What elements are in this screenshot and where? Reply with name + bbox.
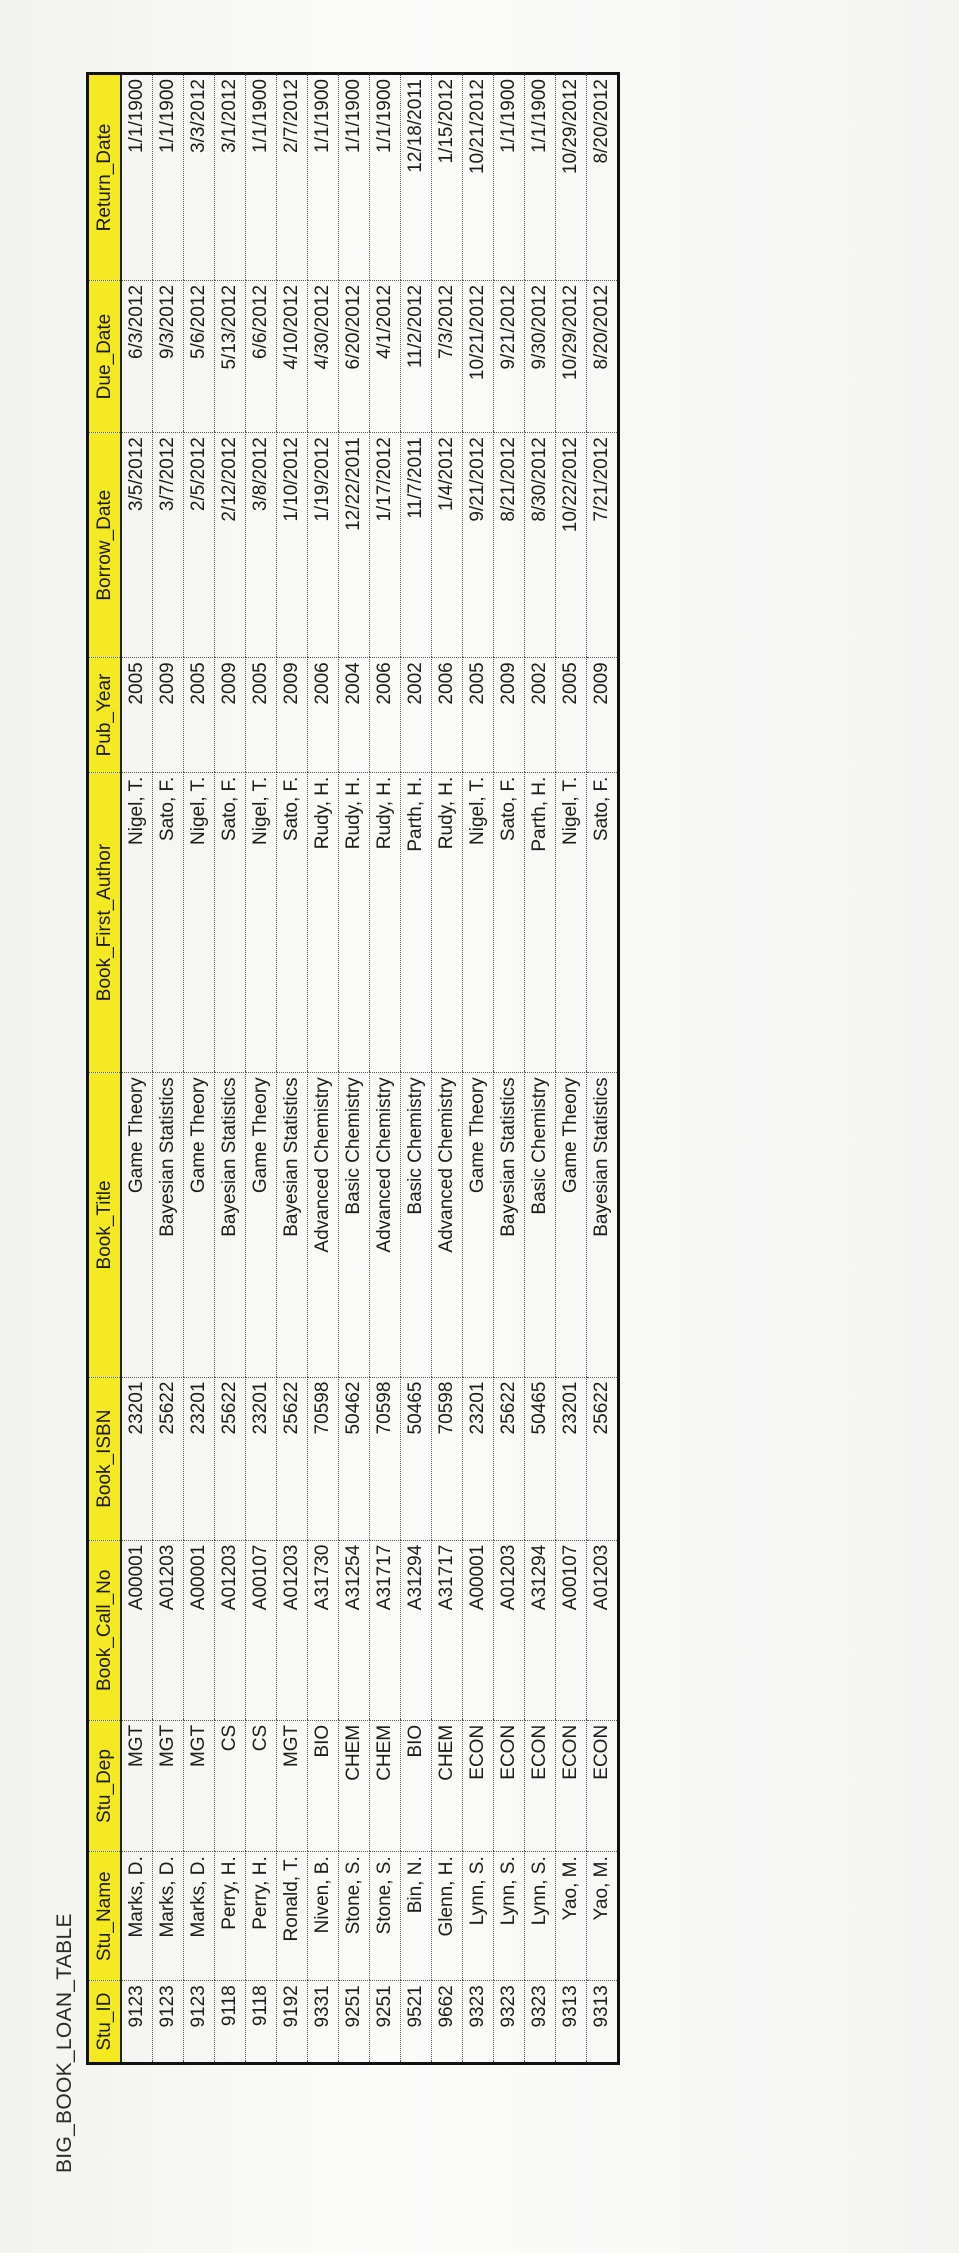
cell-book-first-author: Sato, F.	[215, 772, 246, 1073]
table-body	[121, 74, 619, 2064]
cell-due-date: 6/20/2012	[339, 280, 370, 432]
column-header-stu-dep: Stu_Dep	[88, 1720, 122, 1851]
cell-borrow-date: 11/7/2011	[401, 433, 432, 658]
cell-due-date: 4/1/2012	[370, 280, 401, 432]
cell-pub-year: 2009	[587, 658, 619, 772]
cell-stu-id: 9323	[494, 1981, 525, 2064]
cell-book-title: Basic Chemistry	[401, 1073, 432, 1377]
cell-book-isbn: 70598	[370, 1377, 401, 1540]
cell-stu-name: Marks, D.	[121, 1852, 153, 1981]
cell-return-date: 1/1/1900	[339, 74, 370, 281]
cell-book-call-no: A01203	[587, 1540, 619, 1720]
column-header-book-call-no: Book_Call_No	[88, 1540, 122, 1720]
cell-stu-id: 9662	[432, 1981, 463, 2064]
cell-book-first-author: Nigel, T.	[121, 772, 153, 1073]
cell-due-date: 9/3/2012	[153, 280, 184, 432]
cell-book-call-no: A31254	[339, 1540, 370, 1720]
cell-stu-dep: ECON	[494, 1720, 525, 1851]
cell-stu-dep: CHEM	[370, 1720, 401, 1851]
cell-stu-id: 9313	[587, 1981, 619, 2064]
column-header-return-date: Return_Date	[88, 74, 122, 281]
cell-book-call-no: A31717	[432, 1540, 463, 1720]
cell-due-date: 5/13/2012	[215, 280, 246, 432]
cell-stu-name: Lynn, S.	[463, 1852, 494, 1981]
cell-book-isbn: 23201	[184, 1377, 215, 1540]
cell-pub-year: 2009	[277, 658, 308, 772]
table-row	[556, 74, 587, 2064]
cell-stu-dep: MGT	[184, 1720, 215, 1851]
cell-book-call-no: A31717	[370, 1540, 401, 1720]
column-header-borrow-date: Borrow_Date	[88, 433, 122, 658]
cell-book-isbn: 70598	[432, 1377, 463, 1540]
cell-borrow-date: 1/19/2012	[308, 433, 339, 658]
table-title: BIG_BOOK_LOAN_TABLE	[53, 1913, 76, 2173]
cell-book-isbn: 23201	[556, 1377, 587, 1540]
cell-due-date: 7/3/2012	[432, 280, 463, 432]
cell-return-date: 1/1/1900	[308, 74, 339, 281]
cell-book-isbn: 50465	[401, 1377, 432, 1540]
header-row	[88, 74, 122, 2064]
cell-return-date: 1/1/1900	[494, 74, 525, 281]
cell-book-isbn: 25622	[277, 1377, 308, 1540]
cell-book-first-author: Sato, F.	[587, 772, 619, 1073]
column-header-pub-year: Pub_Year	[88, 658, 122, 772]
cell-borrow-date: 9/21/2012	[463, 433, 494, 658]
column-header-book-title: Book_Title	[88, 1073, 122, 1377]
cell-book-first-author: Rudy, H.	[308, 772, 339, 1073]
cell-due-date: 11/2/2012	[401, 280, 432, 432]
cell-pub-year: 2006	[308, 658, 339, 772]
cell-stu-id: 9251	[370, 1981, 401, 2064]
cell-return-date: 8/20/2012	[587, 74, 619, 281]
cell-due-date: 8/20/2012	[587, 280, 619, 432]
cell-stu-dep: CS	[215, 1720, 246, 1851]
cell-pub-year: 2005	[556, 658, 587, 772]
cell-book-title: Bayesian Statistics	[215, 1073, 246, 1377]
cell-return-date: 1/1/1900	[121, 74, 153, 281]
cell-borrow-date: 8/30/2012	[525, 433, 556, 658]
cell-stu-id: 9192	[277, 1981, 308, 2064]
cell-book-isbn: 23201	[246, 1377, 277, 1540]
cell-stu-name: Glenn, H.	[432, 1852, 463, 1981]
table-row	[246, 74, 277, 2064]
cell-book-call-no: A31294	[401, 1540, 432, 1720]
cell-borrow-date: 8/21/2012	[494, 433, 525, 658]
cell-book-isbn: 50462	[339, 1377, 370, 1540]
cell-book-first-author: Nigel, T.	[246, 772, 277, 1073]
cell-due-date: 5/6/2012	[184, 280, 215, 432]
cell-stu-name: Stone, S.	[339, 1852, 370, 1981]
cell-borrow-date: 1/17/2012	[370, 433, 401, 658]
cell-book-title: Bayesian Statistics	[494, 1073, 525, 1377]
table-row	[153, 74, 184, 2064]
cell-due-date: 4/10/2012	[277, 280, 308, 432]
cell-due-date: 9/21/2012	[494, 280, 525, 432]
cell-stu-id: 9521	[401, 1981, 432, 2064]
cell-book-title: Game Theory	[121, 1073, 153, 1377]
column-header-book-isbn: Book_ISBN	[88, 1377, 122, 1540]
cell-stu-id: 9331	[308, 1981, 339, 2064]
book-loan-table	[86, 72, 620, 2065]
cell-stu-dep: ECON	[525, 1720, 556, 1851]
table-row	[277, 74, 308, 2064]
table-row	[184, 74, 215, 2064]
cell-return-date: 10/29/2012	[556, 74, 587, 281]
cell-book-call-no: A00107	[246, 1540, 277, 1720]
cell-book-call-no: A31730	[308, 1540, 339, 1720]
table-row	[525, 74, 556, 2064]
cell-pub-year: 2006	[432, 658, 463, 772]
cell-book-isbn: 70598	[308, 1377, 339, 1540]
cell-book-call-no: A00001	[121, 1540, 153, 1720]
cell-return-date: 1/1/1900	[246, 74, 277, 281]
cell-book-title: Basic Chemistry	[339, 1073, 370, 1377]
table-row	[370, 74, 401, 2064]
cell-borrow-date: 2/12/2012	[215, 433, 246, 658]
cell-borrow-date: 2/5/2012	[184, 433, 215, 658]
cell-stu-dep: ECON	[463, 1720, 494, 1851]
cell-stu-id: 9251	[339, 1981, 370, 2064]
cell-book-first-author: Nigel, T.	[556, 772, 587, 1073]
cell-stu-dep: CHEM	[432, 1720, 463, 1851]
cell-pub-year: 2009	[494, 658, 525, 772]
cell-pub-year: 2005	[246, 658, 277, 772]
cell-pub-year: 2004	[339, 658, 370, 772]
cell-due-date: 6/6/2012	[246, 280, 277, 432]
column-header-due-date: Due_Date	[88, 280, 122, 432]
cell-pub-year: 2005	[121, 658, 153, 772]
cell-stu-id: 9123	[121, 1981, 153, 2064]
cell-book-call-no: A00001	[184, 1540, 215, 1720]
cell-book-first-author: Parth, H.	[525, 772, 556, 1073]
cell-borrow-date: 3/7/2012	[153, 433, 184, 658]
table-row	[339, 74, 370, 2064]
cell-book-title: Bayesian Statistics	[153, 1073, 184, 1377]
cell-book-call-no: A00107	[556, 1540, 587, 1720]
cell-stu-name: Yao, M.	[556, 1852, 587, 1981]
cell-book-title: Bayesian Statistics	[277, 1073, 308, 1377]
cell-stu-id: 9313	[556, 1981, 587, 2064]
cell-book-title: Game Theory	[246, 1073, 277, 1377]
cell-return-date: 1/1/1900	[525, 74, 556, 281]
cell-book-isbn: 25622	[494, 1377, 525, 1540]
cell-stu-id: 9118	[246, 1981, 277, 2064]
cell-pub-year: 2009	[215, 658, 246, 772]
table-row	[121, 74, 153, 2064]
cell-stu-name: Ronald, T.	[277, 1852, 308, 1981]
cell-stu-id: 9323	[463, 1981, 494, 2064]
cell-pub-year: 2005	[184, 658, 215, 772]
cell-pub-year: 2002	[401, 658, 432, 772]
cell-pub-year: 2009	[153, 658, 184, 772]
cell-book-title: Game Theory	[184, 1073, 215, 1377]
cell-book-title: Advanced Chemistry	[308, 1073, 339, 1377]
cell-stu-dep: CS	[246, 1720, 277, 1851]
cell-book-first-author: Rudy, H.	[339, 772, 370, 1073]
cell-borrow-date: 3/8/2012	[246, 433, 277, 658]
cell-book-isbn: 50465	[525, 1377, 556, 1540]
cell-book-call-no: A01203	[215, 1540, 246, 1720]
cell-stu-name: Bin, N.	[401, 1852, 432, 1981]
cell-borrow-date: 12/22/2011	[339, 433, 370, 658]
cell-book-first-author: Sato, F.	[277, 772, 308, 1073]
table-row	[215, 74, 246, 2064]
cell-stu-dep: BIO	[401, 1720, 432, 1851]
cell-book-first-author: Nigel, T.	[463, 772, 494, 1073]
cell-book-call-no: A01203	[277, 1540, 308, 1720]
cell-borrow-date: 7/21/2012	[587, 433, 619, 658]
cell-return-date: 10/21/2012	[463, 74, 494, 281]
cell-return-date: 12/18/2011	[401, 74, 432, 281]
cell-book-first-author: Parth, H.	[401, 772, 432, 1073]
cell-return-date: 2/7/2012	[277, 74, 308, 281]
cell-book-call-no: A01203	[153, 1540, 184, 1720]
cell-pub-year: 2006	[370, 658, 401, 772]
cell-stu-id: 9123	[153, 1981, 184, 2064]
cell-stu-name: Marks, D.	[184, 1852, 215, 1981]
cell-stu-id: 9123	[184, 1981, 215, 2064]
cell-book-title: Bayesian Statistics	[587, 1073, 619, 1377]
cell-stu-name: Perry, H.	[215, 1852, 246, 1981]
cell-book-first-author: Rudy, H.	[370, 772, 401, 1073]
cell-stu-name: Stone, S.	[370, 1852, 401, 1981]
cell-stu-dep: MGT	[121, 1720, 153, 1851]
cell-stu-id: 9118	[215, 1981, 246, 2064]
cell-due-date: 10/21/2012	[463, 280, 494, 432]
cell-book-title: Basic Chemistry	[525, 1073, 556, 1377]
column-header-stu-name: Stu_Name	[88, 1852, 122, 1981]
table-row	[432, 74, 463, 2064]
cell-book-first-author: Sato, F.	[153, 772, 184, 1073]
column-header-stu-id: Stu_ID	[88, 1981, 122, 2064]
cell-stu-dep: BIO	[308, 1720, 339, 1851]
cell-book-isbn: 25622	[215, 1377, 246, 1540]
cell-stu-dep: CHEM	[339, 1720, 370, 1851]
cell-book-title: Game Theory	[556, 1073, 587, 1377]
cell-borrow-date: 1/10/2012	[277, 433, 308, 658]
cell-book-title: Advanced Chemistry	[432, 1073, 463, 1377]
cell-stu-name: Lynn, S.	[525, 1852, 556, 1981]
cell-pub-year: 2005	[463, 658, 494, 772]
cell-book-isbn: 23201	[121, 1377, 153, 1540]
table-row	[308, 74, 339, 2064]
cell-book-first-author: Nigel, T.	[184, 772, 215, 1073]
cell-stu-name: Perry, H.	[246, 1852, 277, 1981]
cell-book-call-no: A00001	[463, 1540, 494, 1720]
cell-due-date: 9/30/2012	[525, 280, 556, 432]
cell-book-first-author: Rudy, H.	[432, 772, 463, 1073]
cell-borrow-date: 3/5/2012	[121, 433, 153, 658]
cell-borrow-date: 10/22/2012	[556, 433, 587, 658]
cell-return-date: 1/1/1900	[370, 74, 401, 281]
cell-pub-year: 2002	[525, 658, 556, 772]
table-row	[494, 74, 525, 2064]
cell-book-title: Advanced Chemistry	[370, 1073, 401, 1377]
table-row	[463, 74, 494, 2064]
column-header-book-first-author: Book_First_Author	[88, 772, 122, 1073]
cell-stu-name: Niven, B.	[308, 1852, 339, 1981]
cell-stu-dep: ECON	[587, 1720, 619, 1851]
cell-stu-dep: ECON	[556, 1720, 587, 1851]
table-row	[401, 74, 432, 2064]
cell-book-isbn: 25622	[587, 1377, 619, 1540]
cell-stu-dep: MGT	[153, 1720, 184, 1851]
cell-return-date: 1/1/1900	[153, 74, 184, 281]
cell-book-first-author: Sato, F.	[494, 772, 525, 1073]
cell-stu-name: Marks, D.	[153, 1852, 184, 1981]
cell-book-isbn: 23201	[463, 1377, 494, 1540]
cell-stu-name: Yao, M.	[587, 1852, 619, 1981]
cell-book-isbn: 25622	[153, 1377, 184, 1540]
cell-return-date: 1/15/2012	[432, 74, 463, 281]
cell-due-date: 6/3/2012	[121, 280, 153, 432]
cell-book-call-no: A01203	[494, 1540, 525, 1720]
cell-stu-id: 9323	[525, 1981, 556, 2064]
cell-return-date: 3/1/2012	[215, 74, 246, 281]
cell-return-date: 3/3/2012	[184, 74, 215, 281]
cell-stu-name: Lynn, S.	[494, 1852, 525, 1981]
cell-due-date: 10/29/2012	[556, 280, 587, 432]
cell-book-call-no: A31294	[525, 1540, 556, 1720]
cell-due-date: 4/30/2012	[308, 280, 339, 432]
cell-borrow-date: 1/4/2012	[432, 433, 463, 658]
cell-stu-dep: MGT	[277, 1720, 308, 1851]
cell-book-title: Game Theory	[463, 1073, 494, 1377]
table-row	[587, 74, 619, 2064]
